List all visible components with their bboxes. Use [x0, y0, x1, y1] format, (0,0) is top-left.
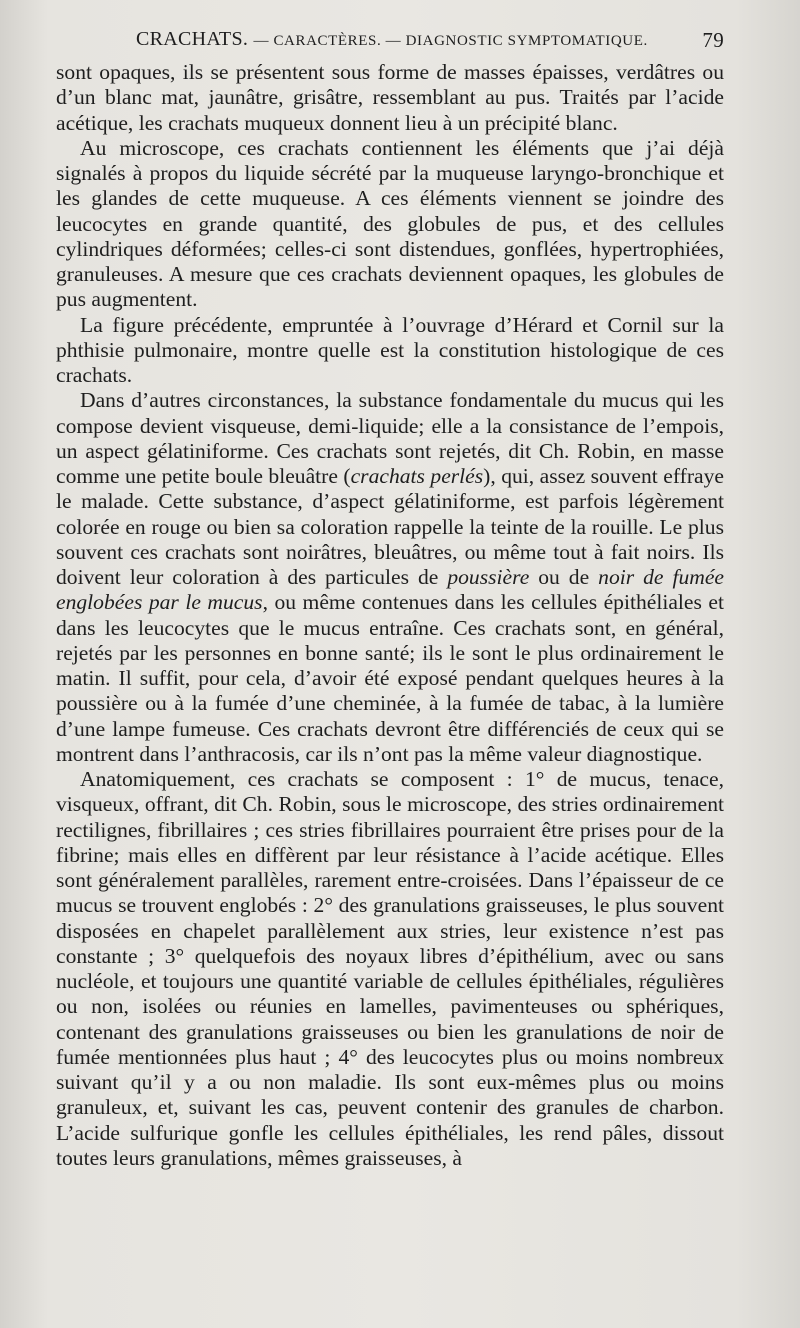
paragraph-p4	[56, 767, 724, 1171]
paragraph-p1	[56, 136, 724, 313]
text-run: Dans d’autres circonstances, la substance fondamentale du mucus qui les compose devient visqueuse, demi-liquide; elle a la consistance de l’empois, un aspect gélatiniforme. Ces crachats sont rejetés, dit Ch. Robin, en masse comme une petite boule bleuâtre (	[56, 388, 724, 488]
paragraph-p2	[56, 313, 724, 389]
bleed-through-shadow	[40, 1238, 740, 1278]
body-text	[56, 60, 724, 1171]
text-run: La figure précédente, empruntée à l’ouvrage d’Hérard et Cornil sur la phthisie pulmonaire, montre quelle est la constitution histologique de ces crachats.	[56, 312, 724, 387]
italic-phrase: poussière	[447, 565, 530, 589]
running-head-section: — CARACTÈRES. — DIAGNOSTIC SYMPTOMATIQUE.	[253, 33, 648, 49]
text-run: Anatomiquement, ces crachats se composent : 1° de mucus, tenace, visqueux, offrant, dit Ch. Robin, sous le microscope, des stries ordinairement rectilignes, fibrillaires ; ces stries fibrillaires pourraient être prises pour de la fibrine; mais elles en diffèrent par leur résistance à l’acide acétique. Elles sont généralement parallèles, rarement entre-croisées. Dans l’épaisseur de ce mucus se trouvent englobés : 2° des granulations graisseuses, le plus souvent disposées en chapelet parallèlement aux stries, leur existence n’est pas constante ; 3° quelquefois des noyaux libres d’épithélium, avec ou sans nucléole, et toujours une quantité variable de cellules épithéliales, régulières ou non, isolées ou réunies en lamelles, pavimenteuses ou sphériques, contenant des granulations graisseuses ou bien les granulations de noir de fumée mentionnées plus haut ; 4° des leucocytes plus ou moins nombreux suivant qu’il y a ou non maladie. Ils sont eux-mêmes plus ou moins granuleux, et, suivant les cas, peuvent contenir des granules de charbon. L’acide sulfurique gonfle les cellules épithéliales, les rend pâles, dissout toutes leurs granulations, mêmes graisseuses, à	[56, 767, 724, 1170]
running-head-title	[136, 28, 648, 51]
italic-phrase: noir de fumée englobées par le mucus	[56, 565, 724, 615]
text-run: , ou même contenues dans les cellules épithéliales et dans les leucocytes que le mucus entraîne. Ces crachats sont, en général, rejetés par les personnes en bonne santé; ils le sont le plus ordinairement le matin. Il suffit, pour cela, d’avoir été exposé pendant quelques heures à la poussière ou à la fumée d’une cheminée, à la fumée de tabac, à la lumière d’une lampe fumeuse. Ces crachats devront être différenciés de ceux qui se montrent dans l’anthracosis, car ils n’ont pas la même valeur diagnostique.	[56, 590, 724, 766]
running-head-word: CRACHATS.	[136, 28, 249, 50]
paragraph-p0	[56, 60, 724, 136]
page-number: 79	[702, 28, 724, 52]
text-run: sont opaques, ils se présentent sous forme de masses épaisses, verdâtres ou d’un blanc mat, jaunâtre, grisâtre, ressemblant au pus. Traités par l’acide acétique, les crachats muqueux donnent lieu à un précipité blanc.	[56, 60, 724, 135]
text-run: ), qui, assez souvent effraye le malade. Cette substance, d’aspect gélatiniforme, est parfois légèrement colorée en rouge ou bien sa coloration rappelle la teinte de la rouille. Le plus souvent ces crachats sont noirâtres, bleuâtres, ou même tout à fait noirs. Ils doivent leur coloration à des particules de	[56, 464, 724, 589]
italic-phrase: crachats perlés	[350, 464, 484, 488]
text-run: ou de	[529, 565, 599, 589]
paragraph-p3	[56, 388, 724, 767]
running-header	[56, 26, 724, 60]
text-run: Au microscope, ces crachats contiennent les éléments que j’ai déjà signalés à propos du liquide sécrété par la muqueuse laryngo-bronchique et les glandes de cette muqueuse. A ces éléments viennent se joindre des leucocytes en grande quantité, des globules de pus, et des cellules cylindriques déformées; celles-ci sont distendues, gonflées, hypertrophiées, granuleuses. A mesure que ces crachats deviennent opaques, les globules de pus augmentent.	[56, 135, 724, 312]
